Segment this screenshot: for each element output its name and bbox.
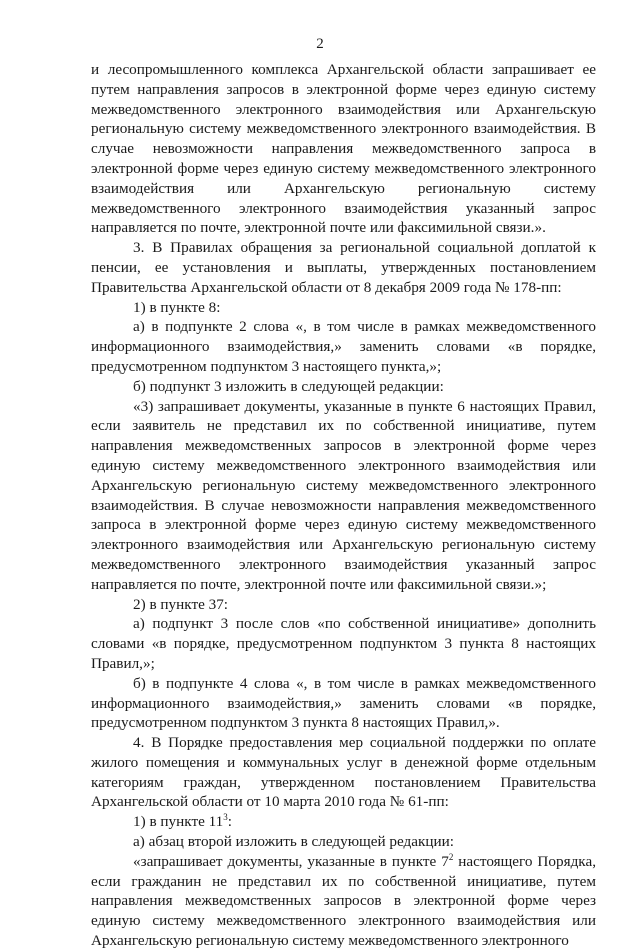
- last-paragraph-rest: настоящего Порядка, если гражданин не представил их по собственной инициативе, путем направления межведомственных запросов в электронной форме через единую систему межведомственного электронного взаимодействия или Архангельскую региональную систему межведомственного электронного: [91, 852, 596, 950]
- paragraph: «3) запрашивает документы, указанные в пункте 6 настоящих Правил, если заявитель не представил их по собственной инициативе, путем направления межведомственных запросов в электронной форме через единую систему межведомственного электронного взаимодействия или Архангельскую региональную систему межведомственного электронного взаимодействия. В случае невозможности направления межведомственного запроса в электронной форме через единую систему межведомственного электронного взаимодействия или Архангельскую региональную систему межведомственного электронного взаимодействия указанный запрос направляется по почте, электронной почте или факсимильной связи.»;: [91, 397, 596, 593]
- paragraph: 1) в пункте 8:: [133, 298, 221, 316]
- item-11-text: 1) в пункте 11: [133, 813, 224, 831]
- paragraph: а) абзац второй изложить в следующей редакции:: [133, 833, 455, 851]
- paragraph-item-11: [91, 812, 596, 832]
- paragraph: б) подпункт 3 изложить в следующей редакции:: [133, 377, 444, 395]
- paragraph: а) в подпункте 2 слова «, в том числе в рамках межведомственного информационного взаимодействия,» заменить словами «в порядке, предусмотренном подпунктом 3 настоящего пункта,»;: [91, 318, 596, 375]
- paragraph: б) в подпункте 4 слова «, в том числе в рамках межведомственного информационного взаимодействия,» заменить словами «в порядке, предусмотренном подпунктом 3 пункта 8 настоящих Правил,».: [91, 674, 596, 732]
- item-11-colon: :: [227, 813, 232, 831]
- last-paragraph-start: «запрашивает документы, указанные в пункте 7: [133, 852, 449, 870]
- paragraph: а) подпункт 3 после слов «по собственной инициативе» дополнить словами «в порядке, предусмотренном подпунктом 3 пункта 8 настоящих Правил,»;: [91, 615, 596, 672]
- item-11-superscript: 3: [223, 812, 228, 823]
- paragraph-last: [91, 852, 596, 951]
- last-paragraph-superscript: 2: [448, 851, 454, 862]
- document-body: [91, 60, 596, 951]
- page-number: 2: [316, 36, 324, 52]
- paragraph: и лесопромышленного комплекса Архангельской области запрашивает ее путем направления запросов в электронной форме через единую систему межведомственного электронного взаимодействия или Архангельскую региональную систему межведомственного электронного взаимодействия. В случае невозможности направления межведомственного запроса в электронной форме через единую систему межведомственного электронного взаимодействия или Архангельскую региональную систему межведомственного электронного взаимодействия указанный запрос направляется по почте, электронной почте или факсимильной связи.».: [91, 61, 596, 237]
- paragraph: 4. В Порядке предоставления мер социальной поддержки по оплате жилого помещения и коммунальных услуг в денежной форме отдельным категориям граждан, утвержденном постановлением Правительства Архангельской области от 10 марта 2010 года № 61-пп:: [91, 734, 596, 811]
- paragraph: 3. В Правилах обращения за региональной социальной доплатой к пенсии, ее установления и выплаты, утвержденных постановлением Правительства Архангельской области от 8 декабря 2009 года № 178-пп:: [91, 239, 596, 296]
- paragraph: 2) в пункте 37:: [133, 595, 229, 613]
